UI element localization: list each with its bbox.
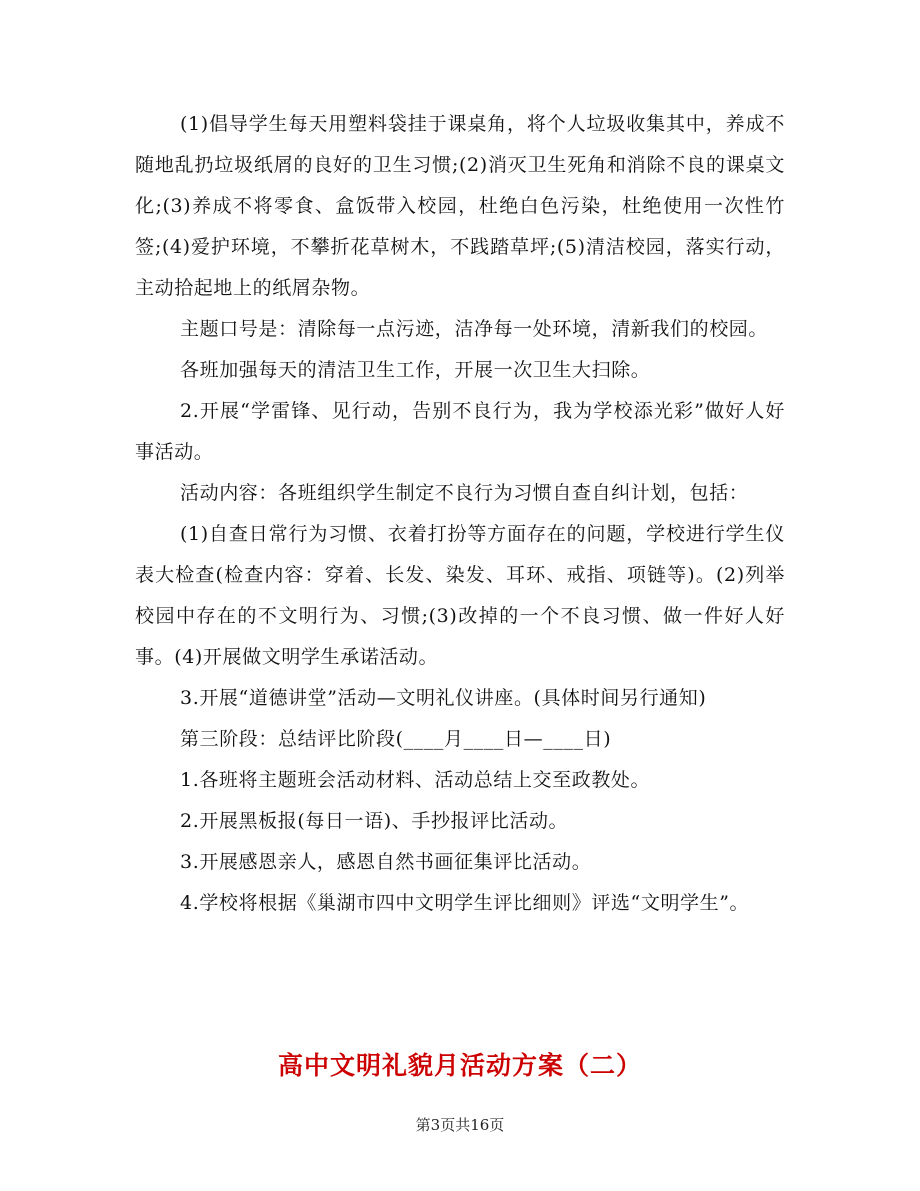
paragraph-activity-content: 活动内容：各班组织学生制定不良行为习惯自查自纠计划，包括： <box>180 482 749 504</box>
paragraph-summary-materials: 1.各班将主题班会活动材料、活动总结上交至政教处。 <box>180 769 651 791</box>
paragraph-third-stage: 第三阶段：总结评比阶段(____月____日—____日) <box>180 728 612 750</box>
paragraph-lei-feng: 2.开展“学雷锋、见行动，告别不良行为，我为学校添光彩”做好人好事活动。 <box>135 400 785 463</box>
paragraph-self-check: (1)自查日常行为习惯、衣着打扮等方面存在的问题，学校进行学生仪表大检查(检查内容：穿着、长发、染发、耳环、戒指、项链等)。(2)列举校园中存在的不文明行为、习惯;(3)改掉的一个不良习惯、做一件好人好事。(4)开展做文明学生承诺活动。 <box>135 523 785 668</box>
paragraph-moral-lecture: 3.开展“道德讲堂”活动—文明礼仪讲座。(具体时间另行通知) <box>180 687 707 709</box>
paragraph-slogan: 主题口号是：清除每一点污迹，洁净每一处环境，清新我们的校园。 <box>180 318 769 340</box>
page-footer: 第3页共16页 <box>415 1116 505 1134</box>
paragraph-selection: 4.学校将根据《巢湖市四中文明学生评比细则》评选“文明学生”。 <box>180 892 750 914</box>
paragraph-cleaning: 各班加强每天的清洁卫生工作，开展一次卫生大扫除。 <box>180 359 651 381</box>
paragraph-blackboard: 2.开展黑板报(每日一语)、手抄报评比活动。 <box>180 810 569 832</box>
section-title: 高中文明礼貌月活动方案（二） <box>277 1051 642 1080</box>
document-body <box>135 104 785 924</box>
paragraph-gratitude: 3.开展感恩亲人，感恩自然书画征集评比活动。 <box>180 851 592 873</box>
paragraph-hygiene-habits: (1)倡导学生每天用塑料袋挂于课桌角，将个人垃圾收集其中，养成不随地乱扔垃圾纸屑的良好的卫生习惯;(2)消灭卫生死角和消除不良的课桌文化;(3)养成不将零食、盒饭带入校园，杜绝白色污染，杜绝使用一次性竹签;(4)爱护环境，不攀折花草树木，不践踏草坪;(5)清洁校园，落实行动，主动拾起地上的纸屑杂物。 <box>135 113 785 299</box>
